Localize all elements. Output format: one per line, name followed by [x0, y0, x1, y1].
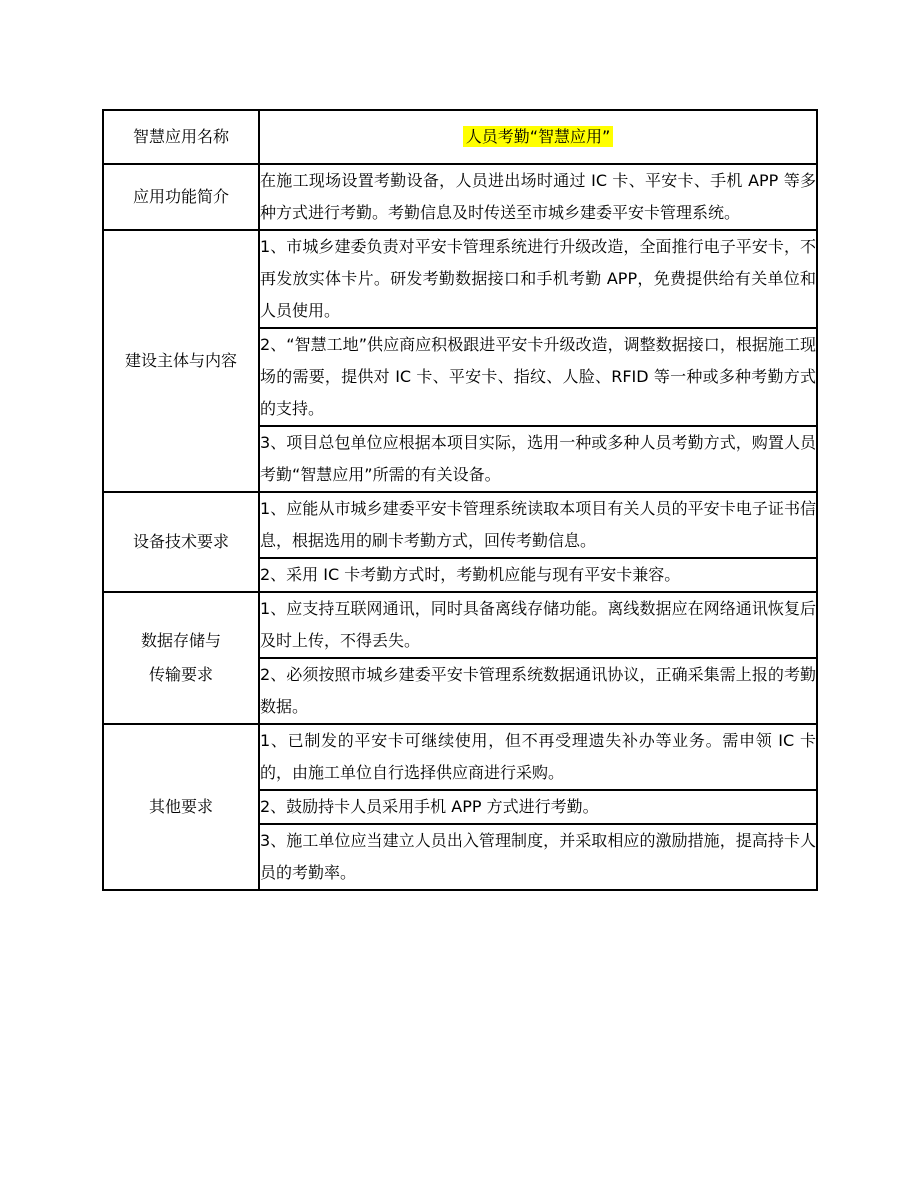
section-item-text: 在施工现场设置考勤设备，人员进出场时通过 IC 卡、平安卡、手机 APP 等多种方式进行考勤。考勤信息及时传送至市城乡建委平安卡管理系统。 [260, 171, 816, 222]
section-label: 建设主体与内容 [124, 351, 237, 370]
table-row-header [103, 110, 817, 164]
header-value-cell [259, 110, 817, 164]
section-label: 设备技术要求 [132, 532, 229, 551]
section-item-cell [259, 328, 817, 426]
section-item-cell [259, 492, 817, 558]
spec-table-body [103, 110, 817, 890]
table-row [103, 492, 817, 558]
section-item-text: 1、市城乡建委负责对平安卡管理系统进行升级改造，全面推行电子平安卡，不再发放实体卡片。研发考勤数据接口和手机考勤 APP，免费提供给有关单位和人员使用。 [260, 237, 816, 320]
section-label-cell [103, 724, 259, 890]
section-item-cell [259, 824, 817, 890]
section-label: 应用功能简介 [132, 187, 229, 206]
section-item-text: 1、已制发的平安卡可继续使用，但不再受理遗失补办等业务。需申领 IC 卡的，由施工单位自行选择供应商进行采购。 [260, 731, 816, 782]
section-item-cell [259, 790, 817, 824]
section-item-cell [259, 592, 817, 658]
section-label-cell [103, 230, 259, 492]
section-item-text: 3、施工单位应当建立人员出入管理制度，并采取相应的激励措施，提高持卡人员的考勤率。 [260, 831, 816, 882]
section-item-text: 2、鼓励持卡人员采用手机 APP 方式进行考勤。 [260, 797, 599, 816]
section-label: 数据存储与 [140, 631, 221, 650]
table-row [103, 724, 817, 790]
section-item-cell [259, 426, 817, 492]
section-label: 传输要求 [148, 665, 213, 684]
section-item-cell [259, 230, 817, 328]
section-label-cell [103, 492, 259, 592]
section-label-cell [103, 592, 259, 724]
section-label-cell [103, 164, 259, 230]
section-label: 其他要求 [148, 797, 213, 816]
section-item-text: 1、应能从市城乡建委平安卡管理系统读取本项目有关人员的平安卡电子证书信息，根据选用的刷卡考勤方式，回传考勤信息。 [260, 499, 816, 550]
section-item-cell [259, 658, 817, 724]
section-item-cell [259, 164, 817, 230]
section-item-text: 3、项目总包单位应根据本项目实际，选用一种或多种人员考勤方式，购置人员考勤“智慧应用”所需的有关设备。 [260, 433, 816, 484]
section-item-text: 2、采用 IC 卡考勤方式时，考勤机应能与现有平安卡兼容。 [260, 565, 681, 584]
section-item-text: 2、“智慧工地”供应商应积极跟进平安卡升级改造，调整数据接口，根据施工现场的需要，提供对 IC 卡、平安卡、指纹、人脸、RFID 等一种或多种考勤方式的支持。 [260, 335, 816, 418]
table-row [103, 164, 817, 230]
header-label-cell [103, 110, 259, 164]
spec-table [102, 109, 818, 891]
section-item-text: 2、必须按照市城乡建委平安卡管理系统数据通讯协议，正确采集需上报的考勤数据。 [260, 665, 816, 716]
section-item-cell [259, 724, 817, 790]
header-value-highlighted: 人员考勤“智慧应用” [463, 126, 614, 147]
header-label: 智慧应用名称 [132, 127, 229, 146]
section-item-text: 1、应支持互联网通讯，同时具备离线存储功能。离线数据应在网络通讯恢复后及时上传，不得丢失。 [260, 599, 816, 650]
table-row [103, 230, 817, 328]
section-item-cell [259, 558, 817, 592]
table-row [103, 592, 817, 658]
